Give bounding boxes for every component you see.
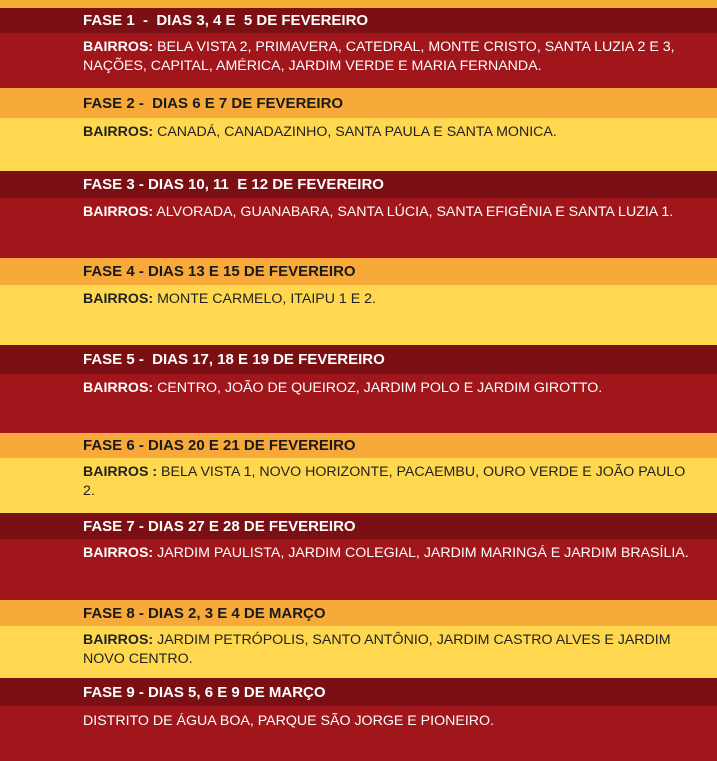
phase-4-label: BAIRROS:	[83, 291, 154, 307]
phase-2-title: FASE 2 - DIAS 6 E 7 DE FEVEREIRO	[0, 88, 717, 118]
phase-7	[0, 513, 717, 600]
phase-5-neighborhoods: CENTRO, JOÃO DE QUEIROZ, JARDIM POLO E JARDIM GIROTTO.	[153, 380, 603, 396]
phase-4	[0, 258, 717, 345]
phase-3-title: FASE 3 - DIAS 10, 11 E 12 DE FEVEREIRO	[0, 171, 717, 198]
phase-8-title: FASE 8 - DIAS 2, 3 E 4 DE MARÇO	[0, 600, 717, 626]
phase-3	[0, 171, 717, 258]
phase-1-label: BAIRROS:	[83, 39, 154, 55]
phase-2-label: BAIRROS:	[83, 124, 154, 140]
phase-6-neighborhoods: BELA VISTA 1, NOVO HORIZONTE, PACAEMBU, OURO VERDE E JOÃO PAULO 2.	[83, 464, 686, 499]
phase-1-neighborhoods: BELA VISTA 2, PRIMAVERA, CATEDRAL, MONTE CRISTO, SANTA LUZIA 2 E 3, NAÇÕES, CAPITAL, AMÉRICA, JARDIM VERDE E MARIA FERNANDA.	[83, 39, 675, 74]
phase-7-title: FASE 7 - DIAS 27 E 28 DE FEVEREIRO	[0, 513, 717, 539]
phase-7-body	[0, 539, 717, 600]
phase-4-neighborhoods: MONTE CARMELO, ITAIPU 1 E 2.	[153, 291, 376, 307]
phase-5-label: BAIRROS:	[83, 380, 154, 396]
phase-3-body	[0, 198, 717, 258]
phase-6-body	[0, 458, 717, 513]
phase-3-neighborhoods: ALVORADA, GUANABARA, SANTA LÚCIA, SANTA EFIGÊNIA E SANTA LUZIA 1.	[153, 204, 674, 220]
phase-9-body	[0, 706, 717, 761]
phase-7-neighborhoods: JARDIM PAULISTA, JARDIM COLEGIAL, JARDIM MARINGÁ E JARDIM BRASÍLIA.	[153, 545, 689, 561]
phase-6-title: FASE 6 - DIAS 20 E 21 DE FEVEREIRO	[0, 433, 717, 458]
top-strip	[0, 0, 717, 8]
phase-6	[0, 433, 717, 513]
phase-9	[0, 678, 717, 761]
phase-5-title: FASE 5 - DIAS 17, 18 E 19 DE FEVEREIRO	[0, 345, 717, 374]
phase-2-body	[0, 118, 717, 171]
phase-1-title: FASE 1 - DIAS 3, 4 E 5 DE FEVEREIRO	[0, 8, 717, 33]
phase-8-body	[0, 626, 717, 678]
phase-4-title: FASE 4 - DIAS 13 E 15 DE FEVEREIRO	[0, 258, 717, 285]
phase-6-label: BAIRROS :	[83, 464, 158, 480]
phase-3-label: BAIRROS:	[83, 204, 154, 220]
phase-8	[0, 600, 717, 678]
phase-9-neighborhoods: DISTRITO DE ÁGUA BOA, PARQUE SÃO JORGE E PIONEIRO.	[83, 713, 494, 729]
phase-4-body	[0, 285, 717, 345]
phase-9-title: FASE 9 - DIAS 5, 6 E 9 DE MARÇO	[0, 678, 717, 706]
phase-8-neighborhoods: JARDIM PETRÓPOLIS, SANTO ANTÔNIO, JARDIM CASTRO ALVES E JARDIM NOVO CENTRO.	[83, 632, 671, 667]
phase-7-label: BAIRROS:	[83, 545, 154, 561]
phase-5-body	[0, 374, 717, 433]
phase-2-neighborhoods: CANADÁ, CANADAZINHO, SANTA PAULA E SANTA MONICA.	[153, 124, 557, 140]
phase-5	[0, 345, 717, 433]
phase-1	[0, 8, 717, 88]
phase-2	[0, 88, 717, 171]
phase-8-label: BAIRROS:	[83, 632, 154, 648]
phase-1-body	[0, 33, 717, 88]
